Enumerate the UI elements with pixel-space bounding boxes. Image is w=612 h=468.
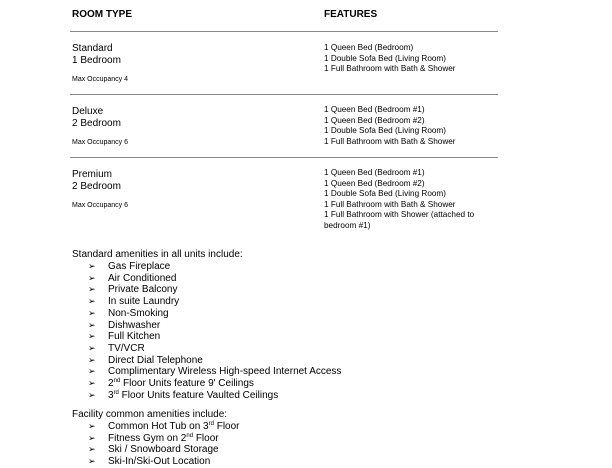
divider (70, 31, 498, 32)
list-item (88, 355, 341, 367)
ordinal-suffix: rd (208, 421, 214, 427)
feature: bedroom #1) (324, 220, 371, 230)
amenity: In suite Laundry (108, 296, 180, 308)
room-occupancy: Max Occupancy 4 (72, 76, 129, 83)
room-name: Standard (72, 43, 113, 54)
arrow-bullet-icon: ➢ (88, 421, 96, 431)
list-item (88, 331, 341, 343)
feature: 1 Double Sofa Bed (Living Room) (324, 53, 446, 63)
list-item (88, 273, 341, 285)
list-item (88, 390, 341, 402)
facility-amenities-title: Facility common amenities include: (72, 409, 228, 420)
arrow-bullet-icon: ➢ (88, 296, 96, 307)
room-occupancy: Max Occupancy 6 (72, 139, 129, 146)
floor-number: 3 (108, 389, 114, 401)
list-item (88, 421, 240, 433)
feature: 1 Queen Bed (Bedroom #1) (324, 105, 425, 114)
amenity: Air Conditioned (108, 272, 177, 284)
arrow-bullet-icon: ➢ (88, 389, 96, 400)
feature: 1 Double Sofa Bed (Living Room) (324, 189, 446, 198)
room-features (324, 168, 504, 231)
ordinal-suffix: rd (113, 389, 119, 396)
list-item (88, 320, 341, 332)
standard-amenities-list (88, 261, 341, 401)
feature: 1 Double Sofa Bed (Living Room) (324, 126, 446, 135)
feature: 1 Full Bathroom with Bath & Shower (324, 136, 456, 146)
arrow-bullet-icon: ➢ (88, 444, 96, 455)
room-deluxe (72, 106, 121, 130)
arrow-bullet-icon: ➢ (88, 307, 96, 318)
amenity: Ski-In/Ski-Out Location (108, 456, 211, 468)
room-beds: 1 Bedroom (72, 55, 121, 66)
floor-number: 2 (108, 378, 114, 390)
room-features (324, 43, 504, 75)
amenity: Floor (213, 421, 240, 432)
list-item (88, 308, 341, 320)
arrow-bullet-icon: ➢ (88, 342, 96, 353)
amenity: Direct Dial Telephone (108, 354, 203, 366)
facility-amenities-list (88, 421, 240, 468)
list-item (88, 284, 341, 296)
amenity: TV/VCR (108, 342, 145, 354)
divider (70, 157, 498, 158)
arrow-bullet-icon: ➢ (88, 284, 96, 295)
amenity: Non-Smoking (108, 307, 169, 319)
arrow-bullet-icon: ➢ (88, 432, 96, 443)
amenity: Common Hot Tub on 3 (108, 421, 209, 432)
amenity: Gas Fireplace (108, 261, 171, 272)
arrow-bullet-icon: ➢ (88, 366, 96, 377)
amenity: Ski / Snowboard Storage (108, 444, 219, 456)
arrow-bullet-icon: ➢ (88, 272, 96, 283)
list-item (88, 456, 240, 468)
list-item (88, 378, 341, 390)
feature: 1 Queen Bed (Bedroom #2) (324, 178, 425, 188)
header-features: FEATURES (324, 9, 378, 20)
feature: 1 Queen Bed (Bedroom #2) (324, 115, 425, 125)
feature: 1 Full Bathroom with Shower (attached to (324, 210, 475, 219)
arrow-bullet-icon: ➢ (88, 319, 96, 330)
amenity: Complimentary Wireless High-speed Internet Access (108, 366, 342, 378)
room-beds: 2 Bedroom (72, 118, 121, 129)
list-item (88, 366, 341, 378)
room-name: Premium (72, 169, 113, 180)
room-standard (72, 43, 121, 67)
amenity: Private Balcony (108, 284, 178, 296)
amenity: Dishwasher (108, 319, 161, 331)
divider (70, 94, 498, 95)
room-premium (72, 169, 121, 193)
feature: 1 Queen Bed (Bedroom) (324, 43, 414, 52)
room-name: Deluxe (72, 106, 104, 117)
arrow-bullet-icon: ➢ (88, 354, 96, 365)
amenity: Full Kitchen (108, 331, 161, 343)
feature: 1 Full Bathroom with Bath & Shower (324, 199, 456, 209)
room-occupancy: Max Occupancy 6 (72, 202, 129, 209)
arrow-bullet-icon: ➢ (88, 261, 96, 271)
arrow-bullet-icon: ➢ (88, 331, 96, 342)
list-item (88, 296, 341, 308)
arrow-bullet-icon: ➢ (88, 456, 96, 467)
room-beds: 2 Bedroom (72, 181, 121, 192)
list-item (88, 261, 341, 273)
amenity: Floor (193, 432, 219, 444)
amenity: Floor Units feature 9' Ceilings (120, 378, 254, 390)
feature: 1 Full Bathroom with Bath & Shower (324, 64, 456, 73)
room-features (324, 105, 504, 147)
list-item (88, 433, 240, 445)
standard-amenities-title: Standard amenities in all units include: (72, 249, 243, 260)
list-item (88, 444, 240, 456)
ordinal-suffix: nd (186, 432, 194, 439)
ordinal-suffix: nd (113, 378, 121, 385)
arrow-bullet-icon: ➢ (88, 378, 96, 389)
amenity: Fitness Gym on 2 (108, 432, 187, 444)
feature: 1 Queen Bed (Bedroom #1) (324, 168, 425, 177)
list-item (88, 343, 341, 355)
amenity: Floor Units feature Vaulted Ceilings (118, 389, 279, 401)
header-room-type: ROOM TYPE (72, 9, 133, 20)
